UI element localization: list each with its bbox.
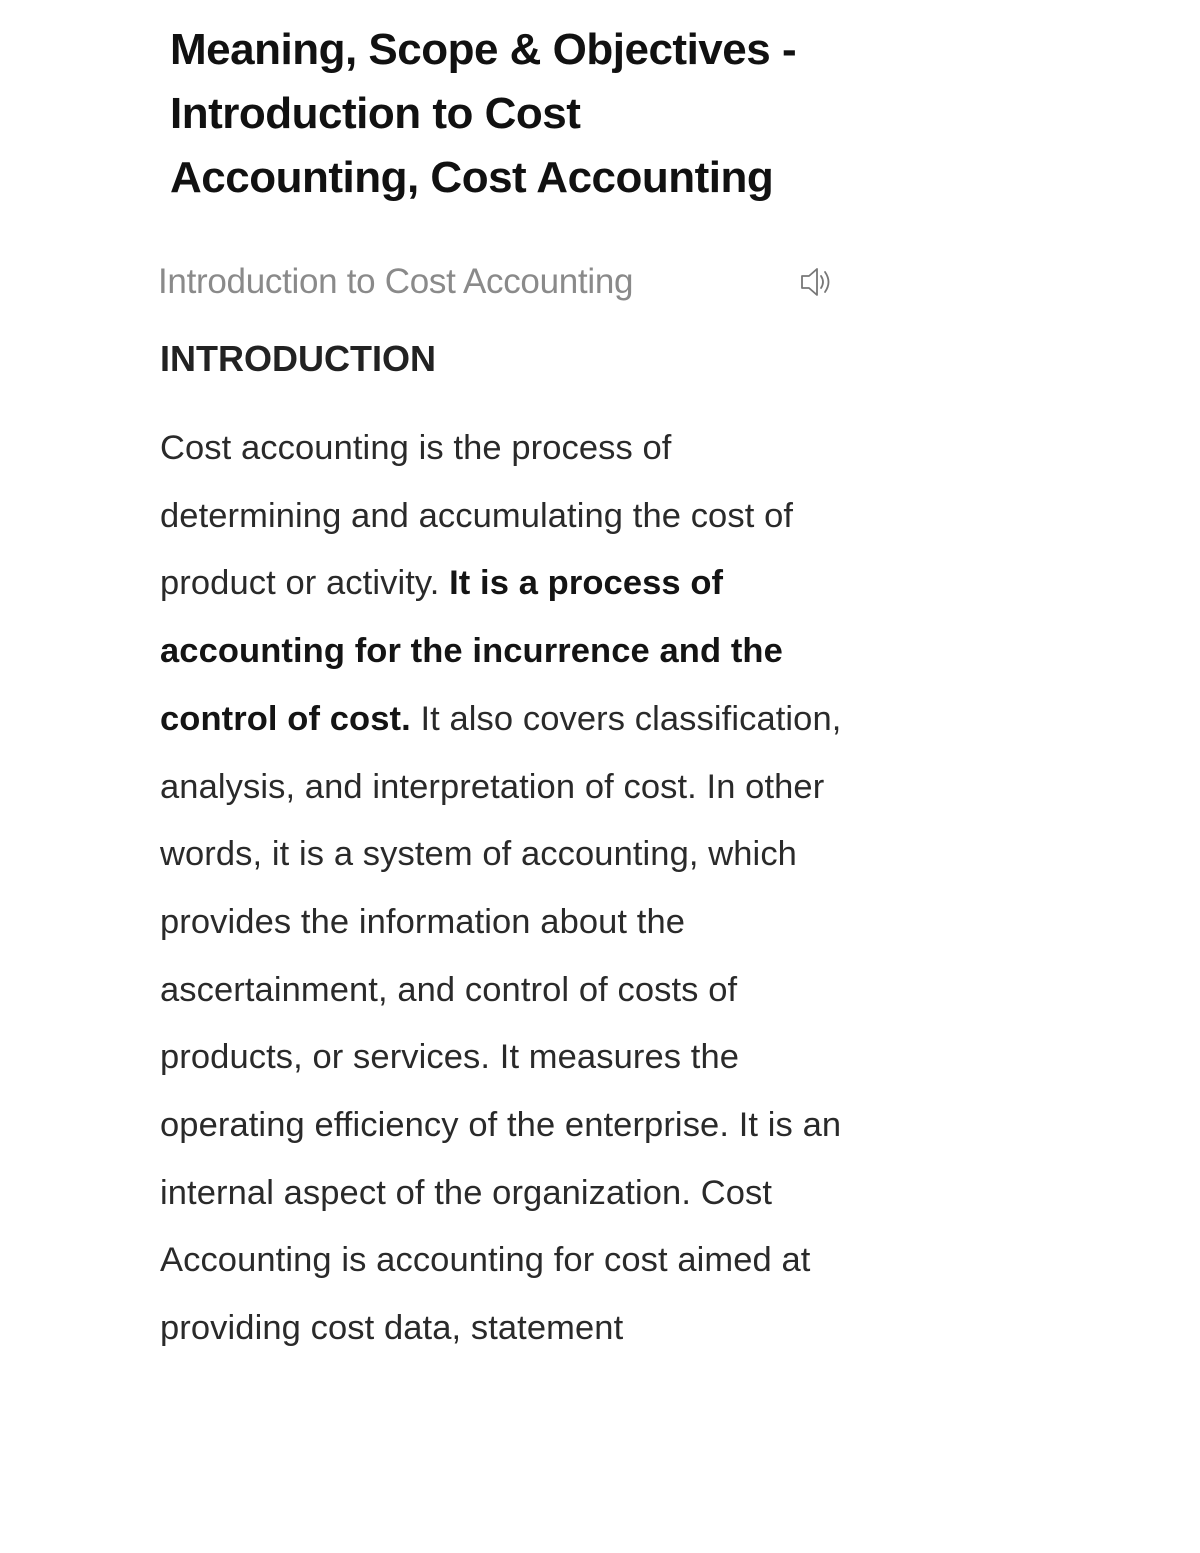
- paragraph-text-2: It also covers classification, analysis, and interpretation of cost. In other words, it is a system of accounting, which provides the information about the ascertainment, and control of costs of products, or services. It measures the operating efficiency of the enterprise. It is an internal aspect of the organization. Cost Accounting is accounting for cost aimed at providing cost data, statement: [160, 699, 842, 1348]
- page-title: Meaning, Scope & Objectives - Introduction to Cost Accounting, Cost Accounting: [170, 25, 797, 202]
- speaker-icon[interactable]: [796, 260, 840, 304]
- paragraph-bold-text: It is a process of accounting for the incurrence and the control of cost.: [160, 564, 783, 738]
- body-paragraph: [160, 415, 850, 1363]
- subtitle: Introduction to Cost Accounting: [158, 262, 634, 301]
- paragraph-text-1: Cost accounting is the process of determining and accumulating the cost of product or activity.: [160, 429, 794, 603]
- section-heading: INTRODUCTION: [160, 338, 436, 379]
- subtitle-row: [158, 256, 848, 308]
